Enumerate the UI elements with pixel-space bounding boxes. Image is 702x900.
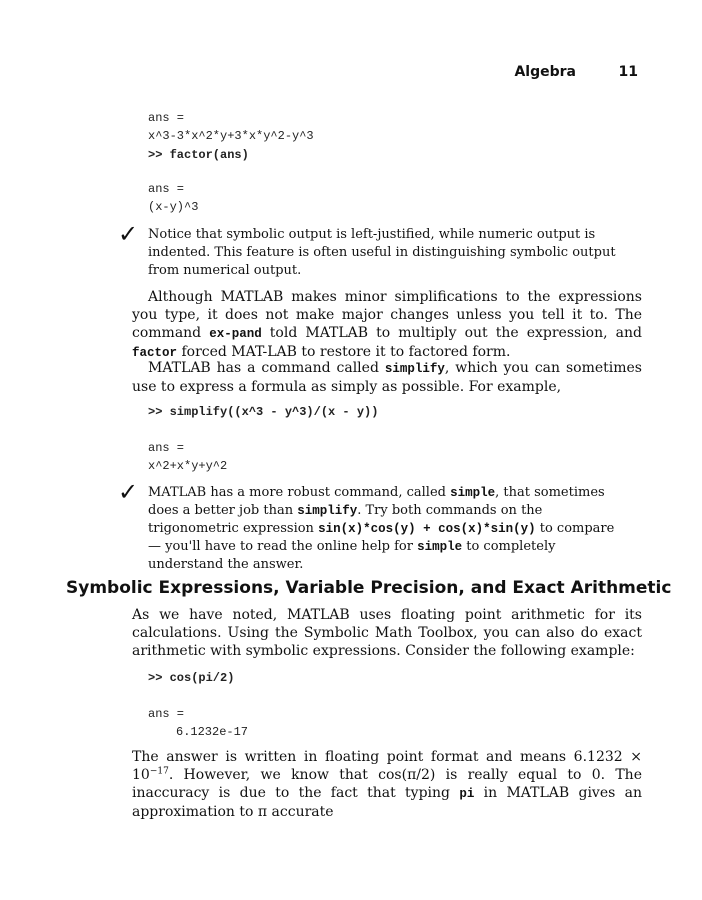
inline-code: factor (132, 346, 178, 360)
checkmark-icon: ✓ (118, 478, 139, 506)
code-command: >> factor(ans) (148, 148, 249, 162)
inline-code: ex-pand (209, 327, 262, 341)
inline-code: simple (450, 486, 496, 500)
body-paragraph (132, 748, 642, 821)
body-paragraph (132, 359, 642, 396)
section-title: Algebra (514, 64, 576, 80)
page-number: 11 (618, 64, 638, 80)
text-run: forced MAT-LAB to restore it to factored form. (177, 344, 511, 360)
text-run: MATLAB has a more robust command, called (148, 485, 451, 500)
code-output: x^3-3*x^2*y+3*x*y^2-y^3 (148, 129, 314, 143)
text-run: . Try both commands on the trigonometric expression (148, 503, 543, 536)
text-run: to completely understand the answer. (148, 539, 556, 572)
code-ans-label: ans = (148, 707, 185, 721)
text-run: . However, we know that cos(π/2) is really equal to 0. The inaccuracy is due to the fact that typing (132, 767, 642, 801)
code-output: 6.1232e-17 (176, 725, 249, 739)
exponent: −17 (149, 766, 169, 777)
inline-code: pi (459, 787, 475, 801)
note-line: from numerical output. (148, 263, 302, 278)
text-run: in MATLAB gives an approximation to π accurate (132, 785, 642, 820)
text-run: MATLAB has a command called (148, 360, 385, 376)
inline-code: simplify (297, 504, 358, 518)
inline-code: simplify (384, 362, 445, 376)
code-ans-label: ans = (148, 182, 185, 196)
text-run: The answer is written in floating point format and means 6.1232 × 10 (132, 749, 642, 783)
code-command: >> cos(pi/2) (148, 671, 235, 685)
note-paragraph (148, 484, 618, 574)
code-output: x^2+x*y+y^2 (148, 459, 228, 473)
code-ans-label: ans = (148, 111, 185, 125)
checkmark-icon: ✓ (118, 220, 139, 248)
note-line: Notice that symbolic output is left-justified, while numeric output is (148, 227, 596, 242)
body-paragraph: As we have noted, MATLAB uses floating point arithmetic for its calculations. Using the Symbolic Math Toolbox, you can also do exact arithmetic with symbolic expressions. Consider the following example: (132, 607, 642, 659)
code-ans-label: ans = (148, 441, 185, 455)
inline-code: sin(x)*cos(y) + cos(x)*sin(y) (318, 522, 536, 536)
text-run: Although MATLAB makes minor simplifications to the expressions you type, it does not make major changes unless you tell it to. The command (132, 289, 642, 341)
text-run: , which you can sometimes use to express a formula as simply as possible. For example, (132, 360, 642, 395)
running-header (0, 64, 702, 82)
inline-code: simple (417, 540, 463, 554)
text-run: to compare — you'll have to read the online help for (148, 521, 615, 554)
text-run: told MATLAB to multiply out the expression, and (261, 325, 642, 341)
code-block-cos (148, 668, 548, 740)
note-line: indented. This feature is often useful in distinguishing symbolic output (148, 245, 616, 260)
text-run: , that sometimes does a better job than (148, 485, 605, 518)
code-block-simplify (148, 402, 548, 472)
section-heading: Symbolic Expressions, Variable Precision, and Exact Arithmetic (66, 578, 672, 598)
body-paragraph (132, 288, 642, 362)
code-command: >> simplify((x^3 - y^3)/(x - y)) (148, 405, 379, 419)
code-output: (x-y)^3 (148, 200, 199, 214)
note-paragraph (148, 226, 618, 280)
code-block-factor (148, 108, 548, 218)
